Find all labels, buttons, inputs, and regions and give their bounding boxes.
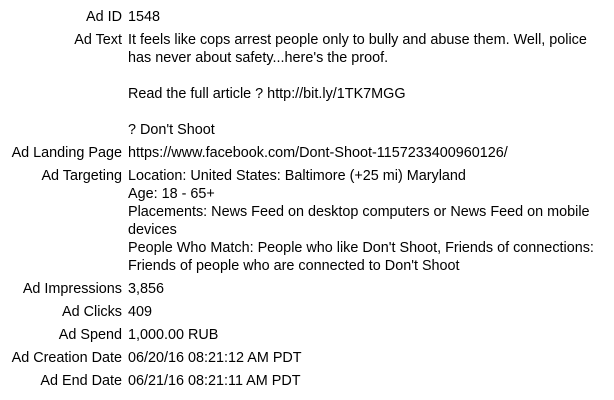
ad-spend-value: 1,000.00 RUB: [128, 327, 219, 343]
ad-spend-label: Ad Spend: [58, 327, 122, 343]
ad-creation-date-row: [0, 349, 610, 372]
ad-landing-page-label: Ad Landing Page: [11, 145, 122, 161]
ad-targeting-label: Ad Targeting: [41, 168, 122, 184]
ad-text-label: Ad Text: [74, 32, 122, 48]
ad-targeting-row: [0, 167, 610, 280]
ad-id-label: Ad ID: [86, 9, 122, 25]
ad-landing-page-row: [0, 144, 610, 167]
ad-spend-row: [0, 326, 610, 349]
ad-impressions-row: [0, 280, 610, 303]
ad-record-table: [0, 8, 610, 395]
targeting-age: Age: 18 - 65+: [128, 186, 215, 202]
targeting-location: Location: United States: Baltimore (+25 mi) Maryland: [128, 168, 466, 184]
ad-id-value: 1548: [128, 9, 161, 25]
ad-id-row: [0, 8, 610, 31]
ad-text-paragraph: It feels like cops arrest people only to bully and abuse them. Well, police has never about safety...here's the proof.: [128, 32, 587, 66]
ad-text-paragraph: ? Don't Shoot: [128, 122, 215, 138]
ad-end-date-row: [0, 372, 610, 395]
ad-impressions-label: Ad Impressions: [22, 281, 122, 297]
ad-text-paragraph: Read the full article ? http://bit.ly/1TK7MGG: [128, 86, 406, 102]
ad-text-value: [128, 31, 610, 144]
ad-end-date-value: 06/21/16 08:21:11 AM PDT: [128, 373, 301, 389]
targeting-people-who-match: People Who Match: People who like Don't Shoot, Friends of connections: Friends of people who are connected to Don't Shoot: [128, 240, 594, 274]
ad-clicks-value: 409: [128, 304, 153, 320]
ad-creation-date-label: Ad Creation Date: [11, 350, 122, 366]
ad-clicks-label: Ad Clicks: [62, 304, 122, 320]
ad-impressions-value: 3,856: [128, 281, 165, 297]
ad-landing-page-value: https://www.facebook.com/Dont-Shoot-1157233400960126/: [128, 145, 508, 161]
ad-creation-date-value: 06/20/16 08:21:12 AM PDT: [128, 350, 302, 366]
ad-text-row: [0, 31, 610, 144]
targeting-placements: Placements: News Feed on desktop computers or News Feed on mobile devices: [128, 204, 590, 238]
ad-end-date-label: Ad End Date: [40, 373, 122, 389]
ad-clicks-row: [0, 303, 610, 326]
ad-targeting-value: [128, 167, 610, 280]
